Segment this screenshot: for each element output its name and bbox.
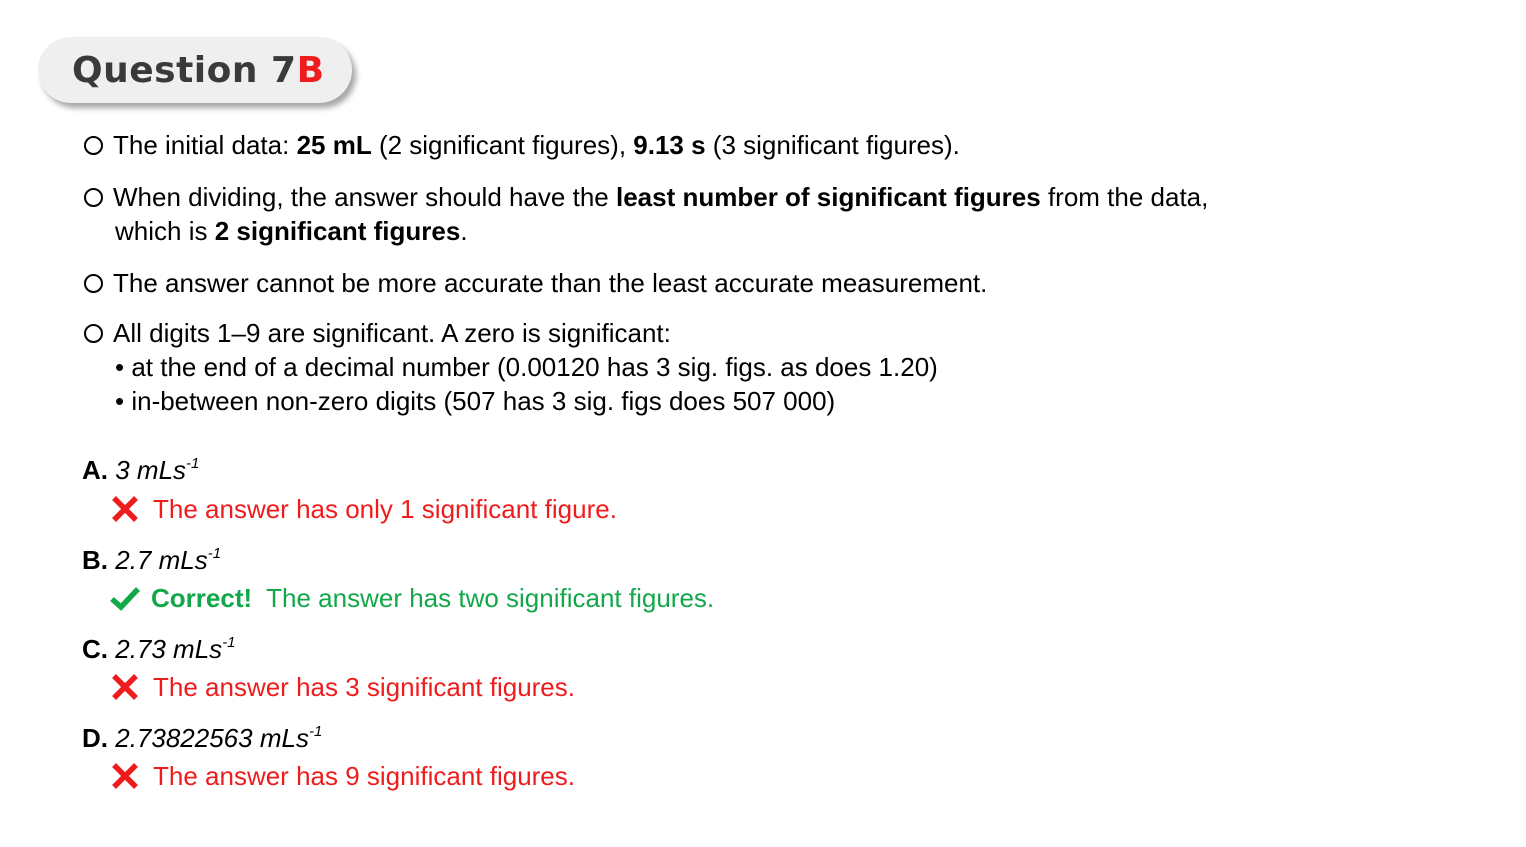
feedback-text: The answer has 9 significant figures.	[153, 761, 575, 791]
circle-bullet-icon	[84, 136, 103, 155]
correct-label: Correct!	[151, 583, 253, 613]
sub-bullet: • at the end of a decimal number (0.00120 has 3 sig. figs. as does 1.20)	[115, 352, 938, 382]
question-title	[38, 37, 352, 103]
feedback-b	[110, 581, 714, 615]
option-exponent: -1	[186, 455, 200, 472]
bullet-dividing-rule	[84, 180, 1208, 248]
option-value: 2.73 mLs	[115, 634, 223, 664]
option-exponent: -1	[222, 634, 236, 651]
sub-bullet: • in-between non-zero digits (507 has 3 sig. figs does 507 000)	[115, 386, 836, 416]
bullet-text: .	[460, 216, 468, 246]
option-letter: B.	[82, 545, 108, 575]
title-prefix: Question 7	[72, 49, 297, 91]
cross-icon	[110, 762, 140, 790]
bullet-accuracy	[84, 266, 987, 300]
circle-bullet-icon	[84, 188, 103, 207]
option-b[interactable]	[82, 543, 221, 577]
option-value: 2.7 mLs	[115, 545, 208, 575]
bullet-text: (3 significant figures).	[705, 130, 960, 160]
option-c[interactable]	[82, 632, 236, 666]
option-letter: C.	[82, 634, 108, 664]
bullet-text: The answer cannot be more accurate than the least accurate measurement.	[113, 268, 988, 298]
bullet-text: which is	[115, 216, 215, 246]
option-exponent: -1	[207, 545, 222, 562]
bullet-text: (2 significant figures),	[371, 130, 634, 160]
bullet-bold: 25 mL	[296, 130, 372, 160]
title-letter: B	[296, 49, 325, 91]
bullet-text: All digits 1–9 are significant. A zero is significant:	[113, 318, 671, 348]
bullet-digits-rule	[84, 316, 938, 418]
feedback-text: The answer has only 1 significant figure.	[153, 494, 617, 524]
feedback-text: The answer has two significant figures.	[266, 583, 715, 613]
cross-icon	[110, 673, 140, 701]
option-value: 2.73822563 mLs	[115, 723, 309, 753]
feedback-a	[110, 492, 617, 526]
circle-bullet-icon	[84, 274, 103, 293]
bullet-initial-data	[84, 128, 960, 162]
option-a[interactable]	[82, 453, 199, 487]
bullet-text: When dividing, the answer should have the	[113, 182, 616, 212]
bullet-bold: 2 significant figures	[214, 216, 461, 246]
option-exponent: -1	[308, 723, 323, 740]
feedback-text: The answer has 3 significant figures.	[153, 672, 575, 702]
bullet-text: from the data,	[1040, 182, 1209, 212]
bullet-bold: 9.13 s	[633, 130, 706, 160]
feedback-d	[110, 759, 575, 793]
cross-icon	[110, 495, 140, 523]
checkmark-icon	[110, 584, 140, 612]
option-value: 3 mLs	[115, 455, 187, 485]
bullet-text: The initial data:	[113, 130, 297, 160]
bullet-bold: least number of significant figures	[615, 182, 1041, 212]
option-d[interactable]	[82, 721, 322, 755]
option-letter: A.	[82, 455, 108, 485]
feedback-c	[110, 670, 575, 704]
option-letter: D.	[82, 723, 108, 753]
circle-bullet-icon	[84, 324, 103, 343]
